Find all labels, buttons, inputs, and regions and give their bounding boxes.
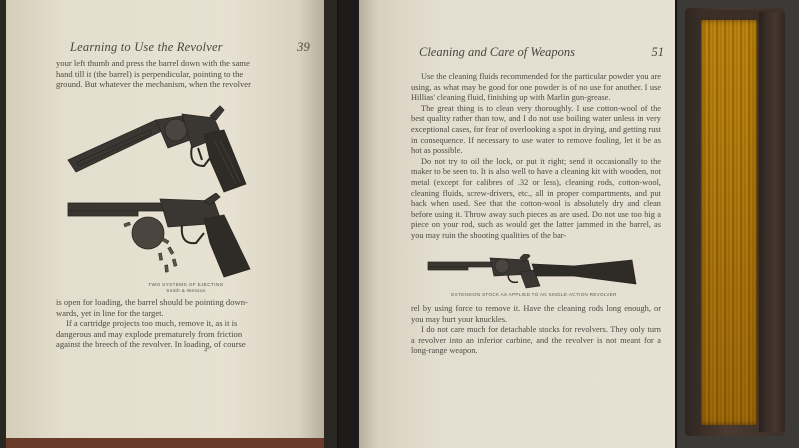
bottom-text-block: [56, 297, 306, 350]
figure-caption: EXTENSION STOCK AS APPLIED TO AN SINGLE-ACTION REVOLVER: [451, 292, 617, 297]
top-text-block: [56, 58, 306, 90]
paragraph: rel by using force to remove it. Have the cleaning rods long enough, or you may hurt your knuckles.: [411, 304, 661, 324]
running-head-title: Learning to Use the Revolver: [70, 40, 223, 54]
photo-book-edge: [677, 0, 799, 448]
gilt-page-edge: [701, 20, 757, 425]
running-head-title: Cleaning and Care of Weapons: [419, 45, 576, 59]
text-line: your left thumb and press the barrel down with the same: [56, 58, 250, 68]
paragraph: The great thing is to clean very thoroughly. I use cotton-wool of the best quality rather than tow, and I do not use boiling water unless in very exceptional cases, for fear of overlooking a spot in drying, and getting rust in consequence. If necessary to use water to remove fouling, let it be as hot as possible.: [411, 103, 661, 156]
text-line: wards, yet in line for the target.: [56, 307, 164, 318]
text-line: is open for loading, the barrel should be pointing down-: [56, 297, 248, 307]
running-head-right: [419, 45, 664, 60]
revolver-stock-illustration: [424, 254, 644, 292]
revolver-illustration-swing: [64, 193, 274, 283]
revolver-illustration-open: [64, 100, 264, 195]
extension-stock: [532, 260, 636, 284]
book-page-right: [359, 0, 675, 448]
revolver-rib: [77, 130, 152, 166]
text-line: If a cartridge projects too much, remove it, as it is: [66, 318, 238, 329]
text-line: against the breech of the revolver. In loading, of course: [56, 339, 246, 350]
bottom-text-block: [411, 304, 661, 357]
revolver-trigger-guard: [182, 225, 204, 243]
revolver-barrel: [68, 203, 168, 211]
figure-caption: [136, 283, 236, 295]
caption-line: TWO SYSTEMS OF EJECTING: [148, 283, 224, 288]
paragraph: I do not care much for detachable stocks for revolvers. They only turn a revolver into an inferior carbine, and the revolver is not meant for a long-range weapon.: [411, 325, 661, 356]
revolver-grip: [204, 215, 250, 277]
text-line: dangerous and may explode prematurely from friction: [56, 328, 243, 339]
photo-right-page: [339, 0, 675, 448]
text-line: ground. But whatever the mechanism, when the revolver: [56, 79, 251, 90]
page-number: 51: [651, 45, 664, 59]
page-number: 39: [297, 40, 310, 54]
folio-mark: 4: [204, 348, 207, 354]
running-head-left: [70, 40, 310, 55]
revolver-barrel: [428, 262, 494, 267]
revolver-cylinder: [132, 217, 164, 249]
book-spine: [759, 12, 785, 432]
photo-left-page: [0, 0, 337, 448]
book-page-left: [6, 0, 324, 448]
caption-line: Smith & Wesson: [166, 289, 206, 294]
revolver-grip: [204, 130, 246, 192]
revolver-cylinder: [495, 259, 509, 273]
paragraph: Do not try to oil the lock, or put it right; send it occasionally to the maker to be seen to. It is also well to have a cleaning kit with wooden, not metal (except for calibres of .32 or less), cleaning rods, cotton-wool, cleaning fluids, screw-drivers, etc., all in proper compartments, and put back when used. See that the cotton-wool is absolutely dry and clean before using it. Throw away such pieces as are used. Do not use too big a piece on your rod, such as would get the latter jammed in the barrel, as you may ruin the shooting qualities of the bar-: [411, 156, 661, 240]
paragraph: Use the cleaning fluids recommended for the particular powder you are using, as what may be good for one powder is of no use for another. I use Hillias' cleaning fluid, finishing up with Marlin gun-grease.: [411, 72, 661, 103]
text-line: hand till it (the barrel) is perpendicular, pointing to the: [56, 68, 244, 79]
main-text-block: [411, 72, 661, 242]
